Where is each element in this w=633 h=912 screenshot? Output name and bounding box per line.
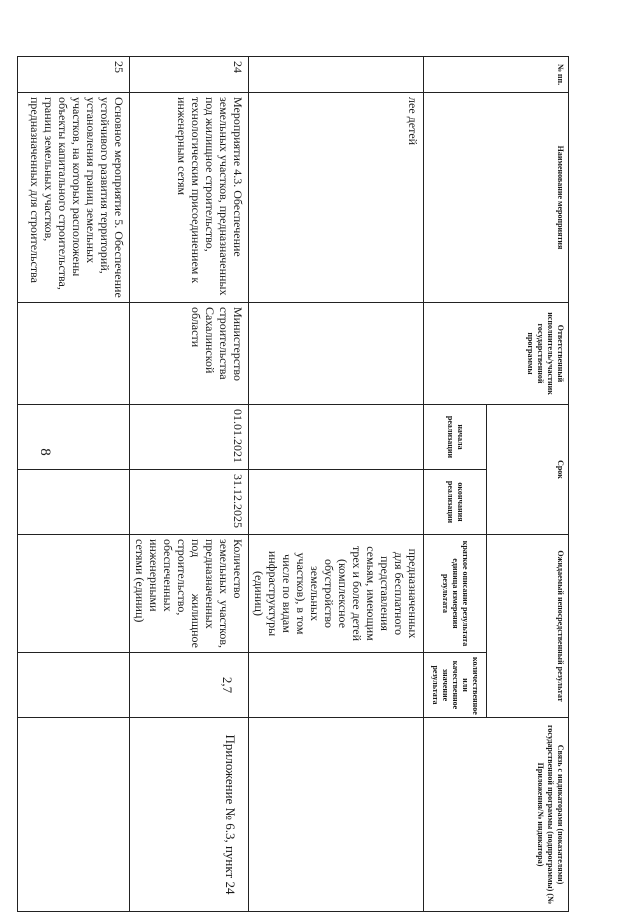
cell-result-desc: предназначенных для бесплатного представления семьям, имеющим трех и более детей (комплексное обустройство земельных участков), в том числе по видам инфраструктуры (единиц): [249, 535, 424, 653]
page-number: 8: [37, 448, 53, 456]
cell-result-value: [18, 653, 130, 718]
table-row: [130, 57, 249, 912]
table-row: [18, 57, 130, 912]
header-num: № пп.: [424, 57, 569, 93]
header-responsible: Ответственный исполнитель/участник государственной программы: [424, 303, 569, 405]
cell-name: Мероприятие 4.3. Обеспечение земельных участков, предназначенных под жилищное строительство, технологическим присоединением к инженерным сетям: [130, 93, 249, 303]
cell-num: 25: [18, 57, 130, 93]
header-result-desc: краткое описание результата единица измерения результата: [424, 535, 487, 653]
cell-result-value: [249, 653, 424, 718]
cell-start: [18, 405, 130, 470]
cell-name: лее детей: [249, 93, 424, 303]
table-row: [249, 57, 424, 912]
cell-start: [249, 405, 424, 470]
header-link: Связь с индикаторами (показателями) государственной программы (подпрограммы) (№ Приложения/№ индикатора): [424, 718, 569, 912]
header-result: Ожидаемый непосредственный результат: [487, 535, 569, 718]
cell-result-desc: Количество земельных участков, предназначенных под жилищное строительство, обеспеченных инженерными сетями (единиц): [130, 535, 249, 653]
document-sheet: [28, 56, 569, 911]
cell-link: [249, 718, 424, 912]
header-name: Наименование мероприятия: [424, 93, 569, 303]
cell-end: [249, 470, 424, 535]
cell-responsible: [18, 303, 130, 405]
header-row: [487, 57, 569, 912]
cell-result-desc: [18, 535, 130, 653]
cell-end: [18, 470, 130, 535]
cell-num: 24: [130, 57, 249, 93]
header-term-start: начала реализации: [424, 405, 487, 470]
cell-link: Приложение № 6.3, пункт 24: [130, 718, 249, 912]
header-result-value: количественное или качественное значение результата: [424, 653, 487, 718]
header-term-end: окончания реализации: [424, 470, 487, 535]
cell-num: [249, 57, 424, 93]
cell-link: [18, 718, 130, 912]
header-term: Срок: [487, 405, 569, 535]
cell-responsible: [249, 303, 424, 405]
cell-name: Основное мероприятие 5. Обеспечение устойчивого развития территорий, установления границ земельных участков, на которых расположены объекты капитального строительства, границ земельных участков, предназначенных для строительства: [18, 93, 130, 303]
cell-end: 31.12.2025: [130, 470, 249, 535]
cell-result-value: 2,7: [130, 653, 249, 718]
cell-responsible: Министерство строительства Сахалинской области: [130, 303, 249, 405]
cell-start: 01.01.2021: [130, 405, 249, 470]
program-activities-table: [17, 56, 569, 912]
